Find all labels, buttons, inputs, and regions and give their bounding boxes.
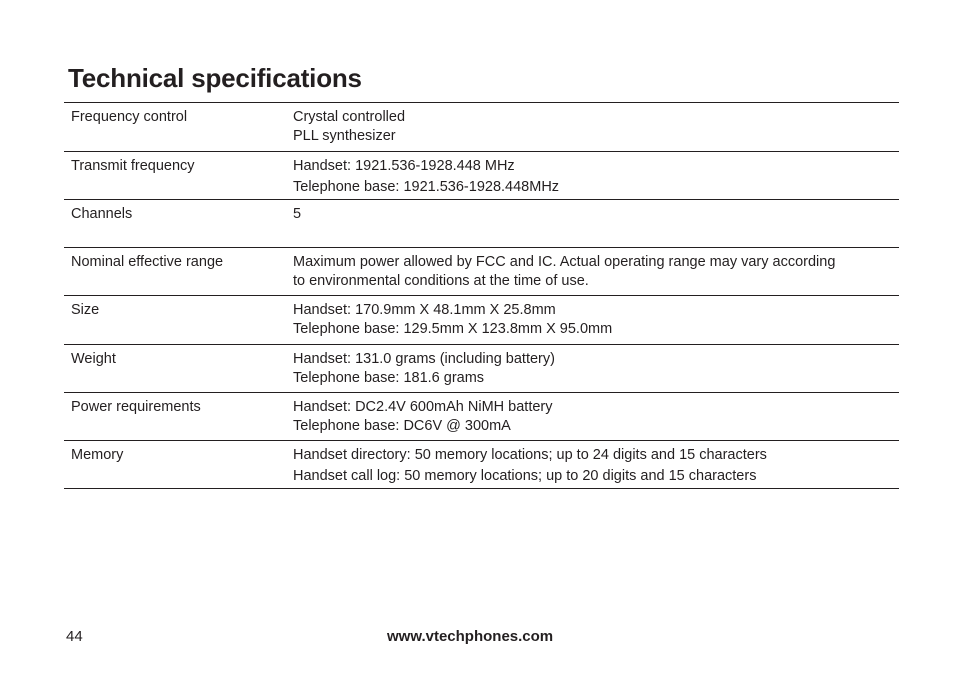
spec-row-transmit-frequency xyxy=(64,152,899,200)
spec-values xyxy=(293,152,899,199)
spec-values xyxy=(293,441,899,488)
spec-value: Telephone base: 1921.536-1928.448MHz xyxy=(293,179,560,195)
page-title: Technical specifications xyxy=(68,63,362,93)
spec-label: Power requirements xyxy=(71,399,201,415)
spec-value: PLL synthesizer xyxy=(293,128,396,144)
spec-value: Handset: 170.9mm X 48.1mm X 25.8mm xyxy=(293,302,556,318)
page-number: 44 xyxy=(66,628,83,645)
footer-url: www.vtechphones.com xyxy=(387,628,554,645)
spec-value: Handset: 131.0 grams (including battery) xyxy=(293,351,555,367)
spec-row-weight xyxy=(64,345,899,393)
spec-value: Maximum power allowed by FCC and IC. Actual operating range may vary according xyxy=(293,254,836,270)
spec-table xyxy=(64,102,899,489)
spec-values xyxy=(293,393,899,440)
spec-value: Handset: 1921.536-1928.448 MHz xyxy=(293,158,515,174)
spec-value: 5 xyxy=(293,206,302,222)
spec-row-nominal-effective-range xyxy=(64,248,899,296)
spec-value: to environmental conditions at the time of use. xyxy=(293,273,589,289)
spec-label: Size xyxy=(71,302,100,318)
spec-values xyxy=(293,345,899,392)
spec-value: Crystal controlled xyxy=(293,109,406,125)
spec-value: Handset directory: 50 memory locations; up to 24 digits and 15 characters xyxy=(293,447,767,463)
spec-value: Telephone base: 181.6 grams xyxy=(293,370,485,386)
spec-value: Handset: DC2.4V 600mAh NiMH battery xyxy=(293,399,553,415)
spec-row-size xyxy=(64,296,899,345)
spec-value: Telephone base: 129.5mm X 123.8mm X 95.0mm xyxy=(293,321,613,337)
spec-values xyxy=(293,200,899,247)
spec-values xyxy=(293,103,899,151)
spec-row-power-requirements xyxy=(64,393,899,441)
spec-label: Channels xyxy=(71,206,133,222)
spec-value: Handset call log: 50 memory locations; up to 20 digits and 15 characters xyxy=(293,468,757,484)
spec-label: Transmit frequency xyxy=(71,158,195,174)
spec-row-memory xyxy=(64,441,899,489)
spec-value: Telephone base: DC6V @ 300mA xyxy=(293,418,511,434)
spec-label: Nominal effective range xyxy=(71,254,224,270)
spec-values xyxy=(293,296,899,344)
spec-row-channels xyxy=(64,200,899,248)
spec-values xyxy=(293,248,899,295)
spec-row-frequency-control xyxy=(64,103,899,152)
spec-label: Frequency control xyxy=(71,109,188,125)
spec-label: Weight xyxy=(71,351,116,367)
spec-label: Memory xyxy=(71,447,124,463)
